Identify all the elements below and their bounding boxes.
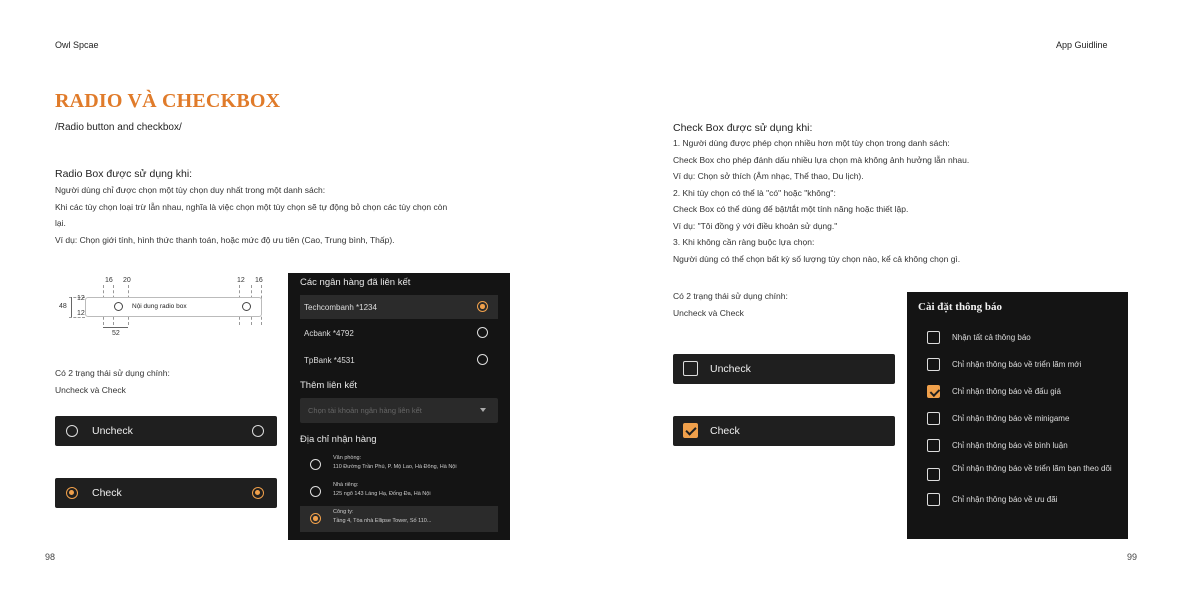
bank-label: Techcombanh *1234	[304, 302, 377, 312]
address-detail: 110 Đường Trần Phú, P. Mộ Lao, Hà Đông, Hà Nội	[333, 464, 457, 470]
dim-label: 16	[105, 277, 113, 284]
dim-label: 12	[77, 310, 85, 317]
caret-down-icon	[480, 408, 486, 412]
address-item[interactable]	[300, 452, 498, 478]
radio-line: lại.	[55, 218, 66, 228]
radio-description	[55, 182, 505, 248]
checkbox-checked-icon[interactable]	[927, 385, 940, 398]
address-detail: Tầng 4, Tòa nhà Ellipse Tower, Số 110...	[333, 518, 432, 524]
settings-option[interactable]	[927, 493, 1117, 507]
settings-option-label: Chỉ nhận thông báo về bình luận	[952, 441, 1068, 450]
page-subtitle: /Radio button and checkbox/	[55, 122, 182, 133]
checkbox-unchecked-icon[interactable]	[927, 468, 940, 481]
address-name: Văn phòng:	[333, 455, 362, 461]
radio-check-row[interactable]	[55, 478, 277, 508]
radio-checked-icon[interactable]	[252, 487, 264, 499]
checkbox-line: Ví dụ: Chọn sở thích (Âm nhạc, Thể thao, Du lịch).	[673, 171, 864, 181]
address-item[interactable]	[300, 479, 498, 505]
dim-label: 16	[255, 277, 263, 284]
states-line: Uncheck và Check	[673, 307, 744, 318]
address-detail: 125 ngõ 143 Láng Hạ, Đống Đa, Hà Nội	[333, 491, 431, 497]
radio-line: Người dùng chỉ được chọn một tùy chọn duy nhất trong một danh sách:	[55, 185, 326, 195]
checkbox-checked-icon[interactable]	[683, 423, 698, 438]
bank-label: Acbank *4792	[304, 328, 354, 338]
states-line: Có 2 trạng thái sử dụng chính:	[673, 291, 788, 301]
checkbox-line: 3. Khi không cần ràng buộc lựa chọn:	[673, 237, 815, 247]
settings-option-label: Chỉ nhận thông báo về triển lãm mới	[952, 360, 1082, 369]
radio-line: Khi các tùy chọn loại trừ lẫn nhau, nghĩa là việc chọn một tùy chọn sẽ tự động bỏ chọn các tùy chọn còn	[55, 201, 448, 212]
settings-option[interactable]	[927, 358, 1117, 372]
states-line: Uncheck và Check	[55, 384, 126, 395]
page-number-right: 99	[1127, 552, 1138, 562]
checkbox-unchecked-icon[interactable]	[927, 412, 940, 425]
states-line: Có 2 trạng thái sử dụng chính:	[55, 368, 170, 378]
header-brand: Owl Spcae	[55, 40, 99, 50]
checkbox-states-text	[673, 288, 788, 321]
radio-circle-icon	[114, 302, 123, 311]
add-link-heading: Thêm liên kết	[300, 380, 358, 391]
radio-checked-icon[interactable]	[66, 487, 78, 499]
checkbox-unchecked-icon[interactable]	[683, 361, 698, 376]
dim-label: 52	[112, 330, 120, 337]
checkbox-line: 2. Khi tùy chọn có thể là "có" hoặc "không":	[673, 187, 836, 198]
checkbox-unchecked-icon[interactable]	[927, 331, 940, 344]
dim-label: 12	[237, 277, 245, 284]
checkbox-uncheck-row[interactable]	[673, 354, 895, 384]
address-item[interactable]	[300, 506, 498, 532]
checkbox-unchecked-icon[interactable]	[927, 493, 940, 506]
checkbox-line: Người dùng có thể chọn bất kỳ số lượng tùy chọn nào, kể cả không chọn gì.	[673, 253, 961, 264]
radio-spec-diagram	[55, 275, 265, 345]
bank-select[interactable]	[300, 398, 498, 423]
settings-title: Cài đặt thông báo	[918, 301, 1003, 313]
radio-checked-icon[interactable]	[477, 301, 488, 312]
radio-check-label: Check	[92, 487, 122, 499]
radio-uncheck-row[interactable]	[55, 416, 277, 446]
header-doc-title: App Guidline	[1056, 40, 1108, 50]
settings-option-label: Chỉ nhận thông báo về ưu đãi	[952, 495, 1058, 504]
radio-line: Ví dụ: Chọn giới tính, hình thức thanh toán, hoặc mức độ ưu tiên (Cao, Trung bình, Thấp).	[55, 234, 395, 245]
checkbox-line: Ví dụ: "Tôi đồng ý với điều khoản sử dụng."	[673, 220, 838, 231]
radio-unchecked-icon[interactable]	[252, 425, 264, 437]
dim-label: 48	[59, 303, 67, 310]
settings-option[interactable]	[927, 439, 1117, 453]
bank-select-placeholder: Chọn tài khoản ngân hàng liên kết	[308, 406, 422, 415]
radio-unchecked-icon[interactable]	[66, 425, 78, 437]
checkbox-check-label: Check	[710, 425, 740, 437]
settings-option-label: Chỉ nhận thông báo về đấu giá	[952, 387, 1061, 396]
radio-unchecked-icon[interactable]	[310, 486, 321, 497]
dim-label: 12	[77, 295, 85, 302]
radio-unchecked-icon[interactable]	[310, 459, 321, 470]
bank-item[interactable]	[300, 321, 498, 345]
settings-option-label: Chỉ nhận thông báo về minigame	[952, 414, 1070, 423]
checkbox-uncheck-label: Uncheck	[710, 363, 751, 375]
settings-option[interactable]	[927, 331, 1117, 345]
radio-checked-icon[interactable]	[310, 513, 321, 524]
radio-uncheck-label: Uncheck	[92, 425, 133, 437]
checkbox-description	[673, 135, 1053, 267]
bank-panel	[288, 273, 510, 540]
radio-heading: Radio Box được sử dụng khi:	[55, 168, 193, 180]
settings-option[interactable]	[927, 412, 1117, 426]
radio-spec-label: Nội dung radio box	[132, 303, 187, 310]
settings-option-label: Chỉ nhận thông báo về triển lãm bạn theo dõi	[952, 464, 1112, 473]
radio-circle-icon	[242, 302, 251, 311]
checkbox-line: 1. Người dùng được phép chọn nhiều hơn một tùy chọn trong danh sách:	[673, 138, 950, 148]
checkbox-unchecked-icon[interactable]	[927, 439, 940, 452]
page-number-left: 98	[45, 552, 56, 562]
radio-unchecked-icon[interactable]	[477, 354, 488, 365]
notification-settings-panel	[907, 292, 1128, 539]
bank-heading: Các ngân hàng đã liên kết	[300, 277, 411, 288]
checkbox-line: Check Box có thể dùng để bật/tắt một tính năng hoặc thiết lập.	[673, 204, 909, 214]
checkbox-line: Check Box cho phép đánh dấu nhiều lựa chọn mà không ảnh hưởng lẫn nhau.	[673, 154, 970, 165]
settings-option-label: Nhận tất cả thông báo	[952, 333, 1031, 342]
checkbox-check-row[interactable]	[673, 416, 895, 446]
settings-option[interactable]	[927, 385, 1117, 399]
settings-option[interactable]	[927, 466, 1117, 488]
bank-item[interactable]	[300, 295, 498, 319]
dim-label: 20	[123, 277, 131, 284]
address-name: Nhà riêng:	[333, 482, 359, 488]
address-name: Công ty:	[333, 509, 354, 515]
radio-states-text	[55, 365, 170, 398]
page-title: RADIO VÀ CHECKBOX	[55, 90, 281, 112]
radio-unchecked-icon[interactable]	[477, 327, 488, 338]
checkbox-heading: Check Box được sử dụng khi:	[673, 122, 813, 134]
address-heading: Địa chỉ nhận hàng	[300, 434, 377, 445]
bank-item[interactable]	[300, 348, 498, 372]
checkbox-unchecked-icon[interactable]	[927, 358, 940, 371]
bank-label: TpBank *4531	[304, 355, 355, 365]
